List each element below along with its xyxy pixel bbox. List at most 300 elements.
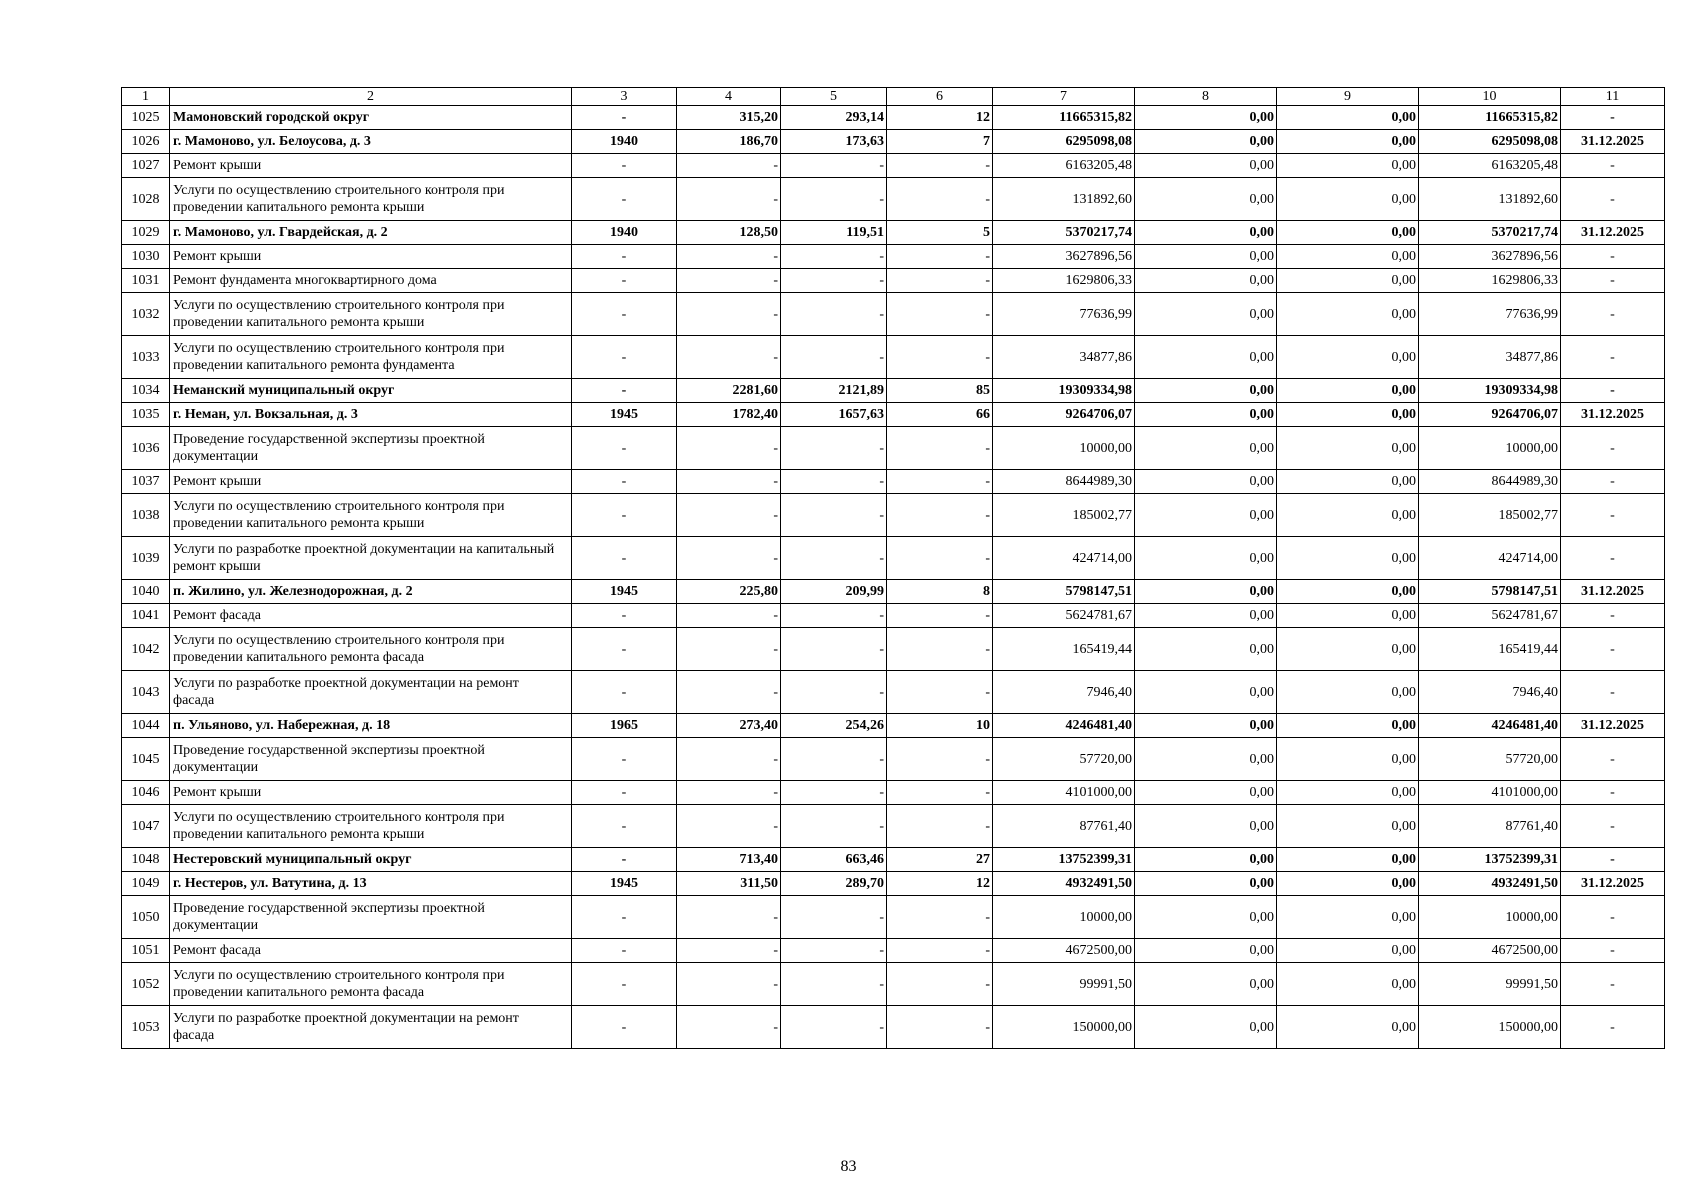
cost-total-cell: 4932491,50 bbox=[993, 872, 1135, 896]
cost-fund-cell: 6295098,08 bbox=[1419, 130, 1561, 154]
work-name-cell: Проведение государственной экспертизы проектной документации bbox=[170, 896, 572, 939]
cost-regional-cell: 0,00 bbox=[1277, 245, 1419, 269]
cost-regional-cell: 0,00 bbox=[1277, 494, 1419, 537]
cost-federal-cell: 0,00 bbox=[1135, 269, 1277, 293]
year-cell: 1945 bbox=[572, 872, 677, 896]
cost-federal-cell: 0,00 bbox=[1135, 245, 1277, 269]
table-row bbox=[122, 604, 1665, 628]
living-area-cell: - bbox=[781, 245, 887, 269]
year-cell: - bbox=[572, 494, 677, 537]
cost-total-cell: 424714,00 bbox=[993, 537, 1135, 580]
cost-fund-cell: 5370217,74 bbox=[1419, 221, 1561, 245]
total-area-cell: 128,50 bbox=[677, 221, 781, 245]
cost-fund-cell: 9264706,07 bbox=[1419, 403, 1561, 427]
cost-total-cell: 11665315,82 bbox=[993, 106, 1135, 130]
cost-regional-cell: 0,00 bbox=[1277, 628, 1419, 671]
completion-date-cell: - bbox=[1561, 738, 1665, 781]
work-name-cell: Ремонт фасада bbox=[170, 939, 572, 963]
total-area-cell: 311,50 bbox=[677, 872, 781, 896]
cost-fund-cell: 131892,60 bbox=[1419, 178, 1561, 221]
cost-total-cell: 34877,86 bbox=[993, 336, 1135, 379]
residents-cell: - bbox=[887, 245, 993, 269]
cost-fund-cell: 10000,00 bbox=[1419, 896, 1561, 939]
cost-fund-cell: 4246481,40 bbox=[1419, 714, 1561, 738]
residents-cell: - bbox=[887, 470, 993, 494]
completion-date-cell: - bbox=[1561, 781, 1665, 805]
total-area-cell: - bbox=[677, 963, 781, 1006]
work-name-cell: Проведение государственной экспертизы проектной документации bbox=[170, 427, 572, 470]
residents-cell: 5 bbox=[887, 221, 993, 245]
cost-total-cell: 131892,60 bbox=[993, 178, 1135, 221]
completion-date-cell: - bbox=[1561, 848, 1665, 872]
residents-cell: - bbox=[887, 939, 993, 963]
table-row bbox=[122, 714, 1665, 738]
cost-fund-cell: 11665315,82 bbox=[1419, 106, 1561, 130]
residents-cell: - bbox=[887, 494, 993, 537]
cost-federal-cell: 0,00 bbox=[1135, 628, 1277, 671]
year-cell: - bbox=[572, 939, 677, 963]
cost-federal-cell: 0,00 bbox=[1135, 293, 1277, 336]
total-area-cell: - bbox=[677, 537, 781, 580]
table-row bbox=[122, 805, 1665, 848]
living-area-cell: 254,26 bbox=[781, 714, 887, 738]
cost-fund-cell: 34877,86 bbox=[1419, 336, 1561, 379]
row-number-cell: 1033 bbox=[122, 336, 170, 379]
row-number-cell: 1030 bbox=[122, 245, 170, 269]
total-area-cell: - bbox=[677, 269, 781, 293]
work-name-cell: Услуги по разработке проектной документации на капитальный ремонт крыши bbox=[170, 537, 572, 580]
page-number: 83 bbox=[840, 1158, 857, 1175]
total-area-cell: - bbox=[677, 671, 781, 714]
living-area-cell: - bbox=[781, 293, 887, 336]
cost-total-cell: 19309334,98 bbox=[993, 379, 1135, 403]
cost-federal-cell: 0,00 bbox=[1135, 872, 1277, 896]
row-number-cell: 1051 bbox=[122, 939, 170, 963]
column-number: 10 bbox=[1419, 88, 1561, 106]
table-row bbox=[122, 130, 1665, 154]
total-area-cell: 1782,40 bbox=[677, 403, 781, 427]
total-area-cell: - bbox=[677, 293, 781, 336]
year-cell: 1940 bbox=[572, 130, 677, 154]
cost-regional-cell: 0,00 bbox=[1277, 939, 1419, 963]
year-cell: 1940 bbox=[572, 221, 677, 245]
living-area-cell: 289,70 bbox=[781, 872, 887, 896]
living-area-cell: - bbox=[781, 628, 887, 671]
row-number-cell: 1037 bbox=[122, 470, 170, 494]
completion-date-cell: 31.12.2025 bbox=[1561, 221, 1665, 245]
cost-regional-cell: 0,00 bbox=[1277, 896, 1419, 939]
residents-cell: 27 bbox=[887, 848, 993, 872]
work-name-cell: Ремонт крыши bbox=[170, 470, 572, 494]
work-name-cell: Услуги по осуществлению строительного контроля при проведении капитального ремонта фундамента bbox=[170, 336, 572, 379]
completion-date-cell: 31.12.2025 bbox=[1561, 580, 1665, 604]
row-number-cell: 1046 bbox=[122, 781, 170, 805]
year-cell: - bbox=[572, 336, 677, 379]
table-row bbox=[122, 872, 1665, 896]
cost-total-cell: 3627896,56 bbox=[993, 245, 1135, 269]
cost-regional-cell: 0,00 bbox=[1277, 714, 1419, 738]
cost-regional-cell: 0,00 bbox=[1277, 604, 1419, 628]
cost-total-cell: 7946,40 bbox=[993, 671, 1135, 714]
living-area-cell: - bbox=[781, 537, 887, 580]
cost-regional-cell: 0,00 bbox=[1277, 269, 1419, 293]
table-row bbox=[122, 781, 1665, 805]
cost-total-cell: 5370217,74 bbox=[993, 221, 1135, 245]
completion-date-cell: - bbox=[1561, 537, 1665, 580]
cost-federal-cell: 0,00 bbox=[1135, 106, 1277, 130]
completion-date-cell: - bbox=[1561, 604, 1665, 628]
living-area-cell: 209,99 bbox=[781, 580, 887, 604]
year-cell: - bbox=[572, 269, 677, 293]
living-area-cell: - bbox=[781, 671, 887, 714]
cost-fund-cell: 99991,50 bbox=[1419, 963, 1561, 1006]
cost-regional-cell: 0,00 bbox=[1277, 106, 1419, 130]
cost-fund-cell: 87761,40 bbox=[1419, 805, 1561, 848]
cost-regional-cell: 0,00 bbox=[1277, 1006, 1419, 1049]
residents-cell: - bbox=[887, 1006, 993, 1049]
completion-date-cell: 31.12.2025 bbox=[1561, 714, 1665, 738]
cost-federal-cell: 0,00 bbox=[1135, 604, 1277, 628]
cost-federal-cell: 0,00 bbox=[1135, 470, 1277, 494]
year-cell: - bbox=[572, 106, 677, 130]
cost-federal-cell: 0,00 bbox=[1135, 494, 1277, 537]
work-name-cell: Услуги по осуществлению строительного контроля при проведении капитального ремонта фасада bbox=[170, 628, 572, 671]
cost-fund-cell: 8644989,30 bbox=[1419, 470, 1561, 494]
year-cell: 1945 bbox=[572, 403, 677, 427]
living-area-cell: 2121,89 bbox=[781, 379, 887, 403]
year-cell: - bbox=[572, 781, 677, 805]
residents-cell: - bbox=[887, 537, 993, 580]
table-row bbox=[122, 848, 1665, 872]
table-row bbox=[122, 245, 1665, 269]
completion-date-cell: - bbox=[1561, 293, 1665, 336]
residents-cell: 10 bbox=[887, 714, 993, 738]
work-name-cell: Ремонт фундамента многоквартирного дома bbox=[170, 269, 572, 293]
total-area-cell: - bbox=[677, 805, 781, 848]
cost-federal-cell: 0,00 bbox=[1135, 427, 1277, 470]
living-area-cell: - bbox=[781, 896, 887, 939]
cost-total-cell: 185002,77 bbox=[993, 494, 1135, 537]
table-row bbox=[122, 580, 1665, 604]
row-number-cell: 1031 bbox=[122, 269, 170, 293]
living-area-cell: - bbox=[781, 336, 887, 379]
total-area-cell: - bbox=[677, 245, 781, 269]
cost-total-cell: 4101000,00 bbox=[993, 781, 1135, 805]
cost-regional-cell: 0,00 bbox=[1277, 470, 1419, 494]
living-area-cell: 1657,63 bbox=[781, 403, 887, 427]
residents-cell: - bbox=[887, 293, 993, 336]
cost-fund-cell: 3627896,56 bbox=[1419, 245, 1561, 269]
work-name-cell: Ремонт фасада bbox=[170, 604, 572, 628]
work-name-cell: Нестеровский муниципальный округ bbox=[170, 848, 572, 872]
total-area-cell: - bbox=[677, 781, 781, 805]
cost-regional-cell: 0,00 bbox=[1277, 963, 1419, 1006]
table-row bbox=[122, 154, 1665, 178]
year-cell: - bbox=[572, 896, 677, 939]
table-row bbox=[122, 963, 1665, 1006]
living-area-cell: 663,46 bbox=[781, 848, 887, 872]
year-cell: 1965 bbox=[572, 714, 677, 738]
cost-federal-cell: 0,00 bbox=[1135, 848, 1277, 872]
table-row bbox=[122, 293, 1665, 336]
cost-federal-cell: 0,00 bbox=[1135, 379, 1277, 403]
year-cell: - bbox=[572, 154, 677, 178]
work-name-cell: Услуги по разработке проектной документации на ремонт фасада bbox=[170, 671, 572, 714]
table-row bbox=[122, 379, 1665, 403]
year-cell: - bbox=[572, 805, 677, 848]
cost-fund-cell: 5798147,51 bbox=[1419, 580, 1561, 604]
cost-total-cell: 77636,99 bbox=[993, 293, 1135, 336]
residents-cell: - bbox=[887, 738, 993, 781]
cost-total-cell: 10000,00 bbox=[993, 427, 1135, 470]
cost-federal-cell: 0,00 bbox=[1135, 336, 1277, 379]
completion-date-cell: - bbox=[1561, 939, 1665, 963]
row-number-cell: 1052 bbox=[122, 963, 170, 1006]
cost-federal-cell: 0,00 bbox=[1135, 939, 1277, 963]
year-cell: - bbox=[572, 470, 677, 494]
year-cell: - bbox=[572, 245, 677, 269]
cost-fund-cell: 10000,00 bbox=[1419, 427, 1561, 470]
living-area-cell: - bbox=[781, 178, 887, 221]
table-row bbox=[122, 269, 1665, 293]
cost-total-cell: 13752399,31 bbox=[993, 848, 1135, 872]
year-cell: - bbox=[572, 628, 677, 671]
table-row bbox=[122, 896, 1665, 939]
living-area-cell: - bbox=[781, 781, 887, 805]
table-body bbox=[122, 88, 1665, 1049]
cost-total-cell: 10000,00 bbox=[993, 896, 1135, 939]
table-row bbox=[122, 671, 1665, 714]
year-cell: - bbox=[572, 427, 677, 470]
year-cell: - bbox=[572, 848, 677, 872]
row-number-cell: 1029 bbox=[122, 221, 170, 245]
total-area-cell: - bbox=[677, 604, 781, 628]
column-number: 9 bbox=[1277, 88, 1419, 106]
cost-fund-cell: 5624781,67 bbox=[1419, 604, 1561, 628]
cost-regional-cell: 0,00 bbox=[1277, 805, 1419, 848]
work-name-cell: Ремонт крыши bbox=[170, 245, 572, 269]
residents-cell: - bbox=[887, 154, 993, 178]
total-area-cell: - bbox=[677, 738, 781, 781]
year-cell: - bbox=[572, 178, 677, 221]
table-row bbox=[122, 336, 1665, 379]
work-name-cell: Услуги по осуществлению строительного контроля при проведении капитального ремонта крыши bbox=[170, 494, 572, 537]
row-number-cell: 1025 bbox=[122, 106, 170, 130]
cost-regional-cell: 0,00 bbox=[1277, 178, 1419, 221]
work-name-cell: г. Нестеров, ул. Ватутина, д. 13 bbox=[170, 872, 572, 896]
work-name-cell: Услуги по разработке проектной документации на ремонт фасада bbox=[170, 1006, 572, 1049]
cost-regional-cell: 0,00 bbox=[1277, 781, 1419, 805]
row-number-cell: 1040 bbox=[122, 580, 170, 604]
row-number-cell: 1053 bbox=[122, 1006, 170, 1049]
residents-cell: - bbox=[887, 628, 993, 671]
cost-federal-cell: 0,00 bbox=[1135, 963, 1277, 1006]
total-area-cell: 273,40 bbox=[677, 714, 781, 738]
cost-federal-cell: 0,00 bbox=[1135, 580, 1277, 604]
cost-total-cell: 5798147,51 bbox=[993, 580, 1135, 604]
living-area-cell: - bbox=[781, 939, 887, 963]
work-name-cell: Услуги по осуществлению строительного контроля при проведении капитального ремонта крыши bbox=[170, 805, 572, 848]
table-row bbox=[122, 738, 1665, 781]
cost-fund-cell: 185002,77 bbox=[1419, 494, 1561, 537]
column-number-row bbox=[122, 88, 1665, 106]
total-area-cell: - bbox=[677, 470, 781, 494]
cost-federal-cell: 0,00 bbox=[1135, 130, 1277, 154]
residents-cell: - bbox=[887, 781, 993, 805]
total-area-cell: - bbox=[677, 336, 781, 379]
cost-regional-cell: 0,00 bbox=[1277, 154, 1419, 178]
residents-cell: - bbox=[887, 671, 993, 714]
cost-federal-cell: 0,00 bbox=[1135, 781, 1277, 805]
completion-date-cell: - bbox=[1561, 106, 1665, 130]
cost-regional-cell: 0,00 bbox=[1277, 293, 1419, 336]
residents-cell: - bbox=[887, 963, 993, 1006]
row-number-cell: 1036 bbox=[122, 427, 170, 470]
completion-date-cell: - bbox=[1561, 245, 1665, 269]
column-number: 2 bbox=[170, 88, 572, 106]
table-row bbox=[122, 628, 1665, 671]
cost-fund-cell: 165419,44 bbox=[1419, 628, 1561, 671]
cost-total-cell: 1629806,33 bbox=[993, 269, 1135, 293]
column-number: 1 bbox=[122, 88, 170, 106]
row-number-cell: 1027 bbox=[122, 154, 170, 178]
table-row bbox=[122, 178, 1665, 221]
completion-date-cell: - bbox=[1561, 494, 1665, 537]
cost-fund-cell: 7946,40 bbox=[1419, 671, 1561, 714]
row-number-cell: 1044 bbox=[122, 714, 170, 738]
residents-cell: 7 bbox=[887, 130, 993, 154]
completion-date-cell: - bbox=[1561, 379, 1665, 403]
cost-fund-cell: 4672500,00 bbox=[1419, 939, 1561, 963]
row-number-cell: 1047 bbox=[122, 805, 170, 848]
column-number: 11 bbox=[1561, 88, 1665, 106]
residents-cell: 85 bbox=[887, 379, 993, 403]
work-name-cell: Ремонт крыши bbox=[170, 154, 572, 178]
completion-date-cell: - bbox=[1561, 154, 1665, 178]
column-number: 4 bbox=[677, 88, 781, 106]
cost-total-cell: 6163205,48 bbox=[993, 154, 1135, 178]
total-area-cell: - bbox=[677, 896, 781, 939]
total-area-cell: - bbox=[677, 494, 781, 537]
table-row bbox=[122, 1006, 1665, 1049]
living-area-cell: - bbox=[781, 427, 887, 470]
cost-fund-cell: 77636,99 bbox=[1419, 293, 1561, 336]
total-area-cell: 2281,60 bbox=[677, 379, 781, 403]
column-number: 6 bbox=[887, 88, 993, 106]
work-name-cell: г. Мамоново, ул. Белоусова, д. 3 bbox=[170, 130, 572, 154]
cost-total-cell: 99991,50 bbox=[993, 963, 1135, 1006]
year-cell: - bbox=[572, 379, 677, 403]
cost-regional-cell: 0,00 bbox=[1277, 379, 1419, 403]
cost-fund-cell: 13752399,31 bbox=[1419, 848, 1561, 872]
residents-cell: 12 bbox=[887, 106, 993, 130]
column-number: 3 bbox=[572, 88, 677, 106]
total-area-cell: - bbox=[677, 628, 781, 671]
cost-federal-cell: 0,00 bbox=[1135, 1006, 1277, 1049]
completion-date-cell: - bbox=[1561, 470, 1665, 494]
residents-cell: 8 bbox=[887, 580, 993, 604]
year-cell: - bbox=[572, 671, 677, 714]
cost-federal-cell: 0,00 bbox=[1135, 671, 1277, 714]
completion-date-cell: - bbox=[1561, 671, 1665, 714]
column-number: 8 bbox=[1135, 88, 1277, 106]
year-cell: - bbox=[572, 537, 677, 580]
row-number-cell: 1049 bbox=[122, 872, 170, 896]
cost-fund-cell: 4101000,00 bbox=[1419, 781, 1561, 805]
cost-federal-cell: 0,00 bbox=[1135, 537, 1277, 580]
year-cell: - bbox=[572, 1006, 677, 1049]
cost-fund-cell: 150000,00 bbox=[1419, 1006, 1561, 1049]
row-number-cell: 1043 bbox=[122, 671, 170, 714]
total-area-cell: 225,80 bbox=[677, 580, 781, 604]
cost-fund-cell: 4932491,50 bbox=[1419, 872, 1561, 896]
cost-regional-cell: 0,00 bbox=[1277, 336, 1419, 379]
cost-regional-cell: 0,00 bbox=[1277, 848, 1419, 872]
row-number-cell: 1048 bbox=[122, 848, 170, 872]
work-name-cell: г. Неман, ул. Вокзальная, д. 3 bbox=[170, 403, 572, 427]
living-area-cell: - bbox=[781, 1006, 887, 1049]
table-row bbox=[122, 537, 1665, 580]
residents-cell: - bbox=[887, 896, 993, 939]
row-number-cell: 1039 bbox=[122, 537, 170, 580]
residents-cell: 12 bbox=[887, 872, 993, 896]
row-number-cell: 1038 bbox=[122, 494, 170, 537]
cost-regional-cell: 0,00 bbox=[1277, 427, 1419, 470]
cost-total-cell: 5624781,67 bbox=[993, 604, 1135, 628]
capital-repair-table bbox=[121, 87, 1665, 1049]
residents-cell: - bbox=[887, 336, 993, 379]
row-number-cell: 1026 bbox=[122, 130, 170, 154]
cost-fund-cell: 424714,00 bbox=[1419, 537, 1561, 580]
completion-date-cell: - bbox=[1561, 427, 1665, 470]
living-area-cell: 293,14 bbox=[781, 106, 887, 130]
year-cell: - bbox=[572, 738, 677, 781]
completion-date-cell: - bbox=[1561, 269, 1665, 293]
work-name-cell: г. Мамоново, ул. Гвардейская, д. 2 bbox=[170, 221, 572, 245]
completion-date-cell: 31.12.2025 bbox=[1561, 130, 1665, 154]
total-area-cell: - bbox=[677, 154, 781, 178]
cost-total-cell: 4672500,00 bbox=[993, 939, 1135, 963]
table-row bbox=[122, 470, 1665, 494]
living-area-cell: - bbox=[781, 963, 887, 1006]
cost-fund-cell: 1629806,33 bbox=[1419, 269, 1561, 293]
table-row bbox=[122, 939, 1665, 963]
total-area-cell: - bbox=[677, 178, 781, 221]
work-name-cell: п. Ульяново, ул. Набережная, д. 18 bbox=[170, 714, 572, 738]
completion-date-cell: 31.12.2025 bbox=[1561, 403, 1665, 427]
total-area-cell: 713,40 bbox=[677, 848, 781, 872]
table-row bbox=[122, 494, 1665, 537]
completion-date-cell: - bbox=[1561, 1006, 1665, 1049]
cost-fund-cell: 6163205,48 bbox=[1419, 154, 1561, 178]
total-area-cell: - bbox=[677, 939, 781, 963]
cost-total-cell: 87761,40 bbox=[993, 805, 1135, 848]
cost-federal-cell: 0,00 bbox=[1135, 403, 1277, 427]
living-area-cell: - bbox=[781, 470, 887, 494]
completion-date-cell: - bbox=[1561, 628, 1665, 671]
residents-cell: - bbox=[887, 269, 993, 293]
residents-cell: - bbox=[887, 604, 993, 628]
column-number: 5 bbox=[781, 88, 887, 106]
cost-total-cell: 4246481,40 bbox=[993, 714, 1135, 738]
work-name-cell: п. Жилино, ул. Железнодорожная, д. 2 bbox=[170, 580, 572, 604]
work-name-cell: Услуги по осуществлению строительного контроля при проведении капитального ремонта крыши bbox=[170, 178, 572, 221]
completion-date-cell: - bbox=[1561, 805, 1665, 848]
living-area-cell: 119,51 bbox=[781, 221, 887, 245]
living-area-cell: - bbox=[781, 805, 887, 848]
cost-regional-cell: 0,00 bbox=[1277, 872, 1419, 896]
work-name-cell: Ремонт крыши bbox=[170, 781, 572, 805]
